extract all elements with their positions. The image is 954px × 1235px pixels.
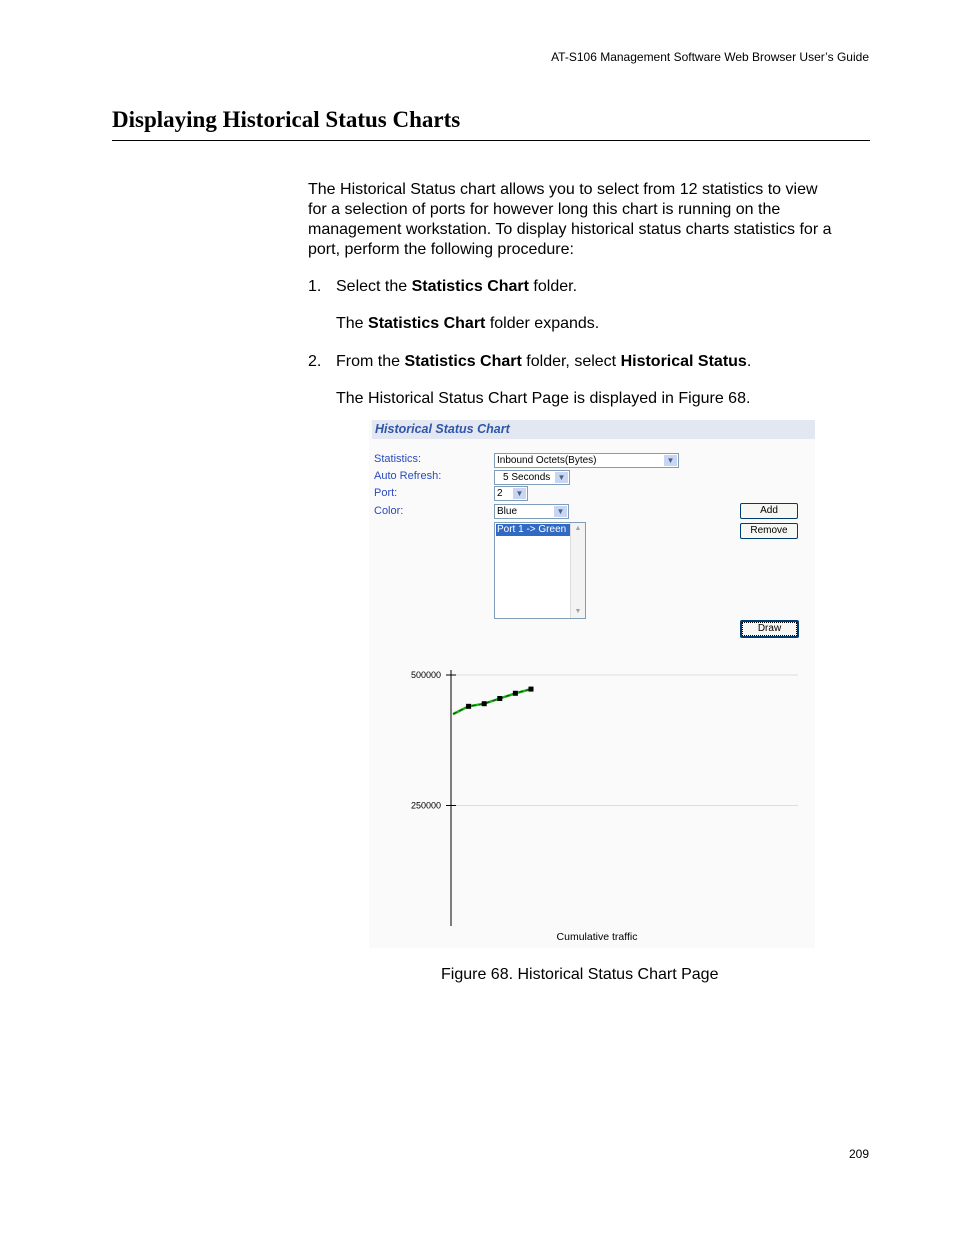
step-number: 1. [308, 278, 322, 295]
series-line [453, 689, 531, 714]
auto-refresh-label: Auto Refresh: [374, 470, 442, 482]
data-point [513, 691, 518, 696]
intro-line: The Historical Status chart allows you to select from 12 statistics to view [308, 181, 818, 198]
page-number: 209 [848, 1147, 869, 1161]
chevron-up-icon[interactable]: ▲ [574, 525, 582, 532]
figure-historical-status-chart [369, 420, 815, 948]
section-title: Displaying Historical Status Charts [112, 107, 461, 132]
x-axis-label: Cumulative traffic [556, 931, 638, 943]
step-1-text: Select the Statistics Chart folder. [336, 278, 578, 295]
chevron-down-icon[interactable]: ▼ [555, 472, 568, 483]
intro-line: port, perform the following procedure: [308, 241, 574, 258]
intro-paragraph [308, 180, 873, 260]
chevron-down-icon[interactable]: ▼ [513, 488, 526, 499]
title-divider [112, 140, 870, 141]
intro-line: for a selection of ports for however long this chart is running on the [308, 201, 781, 218]
chevron-down-icon[interactable]: ▼ [554, 506, 567, 517]
intro-line: management workstation. To display historical status charts statistics for a [308, 221, 832, 238]
running-header: AT-S106 Management Software Web Browser User’s Guide [551, 50, 869, 64]
draw-button[interactable]: Draw [740, 620, 799, 638]
list-item[interactable]: Port 1 -> Green [496, 524, 570, 536]
y-tick-label: 500000 [410, 670, 441, 680]
port-select-value: 2 [497, 488, 503, 499]
color-label: Color: [374, 505, 404, 517]
statistics-select-value: Inbound Octets(Bytes) [497, 455, 597, 466]
historical-line-chart [369, 420, 815, 948]
figure-header-title: Historical Status Chart [375, 422, 510, 436]
bold-term: Statistics Chart [368, 315, 486, 332]
data-point [466, 704, 471, 709]
step-number: 2. [308, 353, 322, 370]
bold-term: Statistics Chart [404, 353, 522, 370]
step-1-result: The Statistics Chart folder expands. [336, 315, 600, 332]
remove-button[interactable]: Remove [740, 523, 798, 539]
data-point [529, 687, 534, 692]
data-point [497, 696, 502, 701]
data-point [482, 701, 487, 706]
figure-caption: Figure 68. Historical Status Chart Page [441, 966, 719, 983]
step-2-result: The Historical Status Chart Page is displayed in Figure 68. [336, 390, 751, 407]
statistics-label: Statistics: [374, 453, 422, 465]
color-select-value: Blue [497, 506, 518, 517]
chevron-down-icon[interactable]: ▼ [664, 455, 677, 466]
y-tick-label: 250000 [410, 800, 441, 811]
port-label: Port: [374, 487, 398, 499]
bold-term: Statistics Chart [411, 278, 529, 295]
bold-term: Historical Status [620, 353, 747, 370]
chevron-down-icon[interactable]: ▼ [574, 608, 582, 615]
step-2-text: From the Statistics Chart folder, select Historical Status. [336, 353, 752, 370]
add-button[interactable]: Add [740, 503, 798, 519]
auto-refresh-select-value: 5 Seconds [503, 472, 551, 483]
